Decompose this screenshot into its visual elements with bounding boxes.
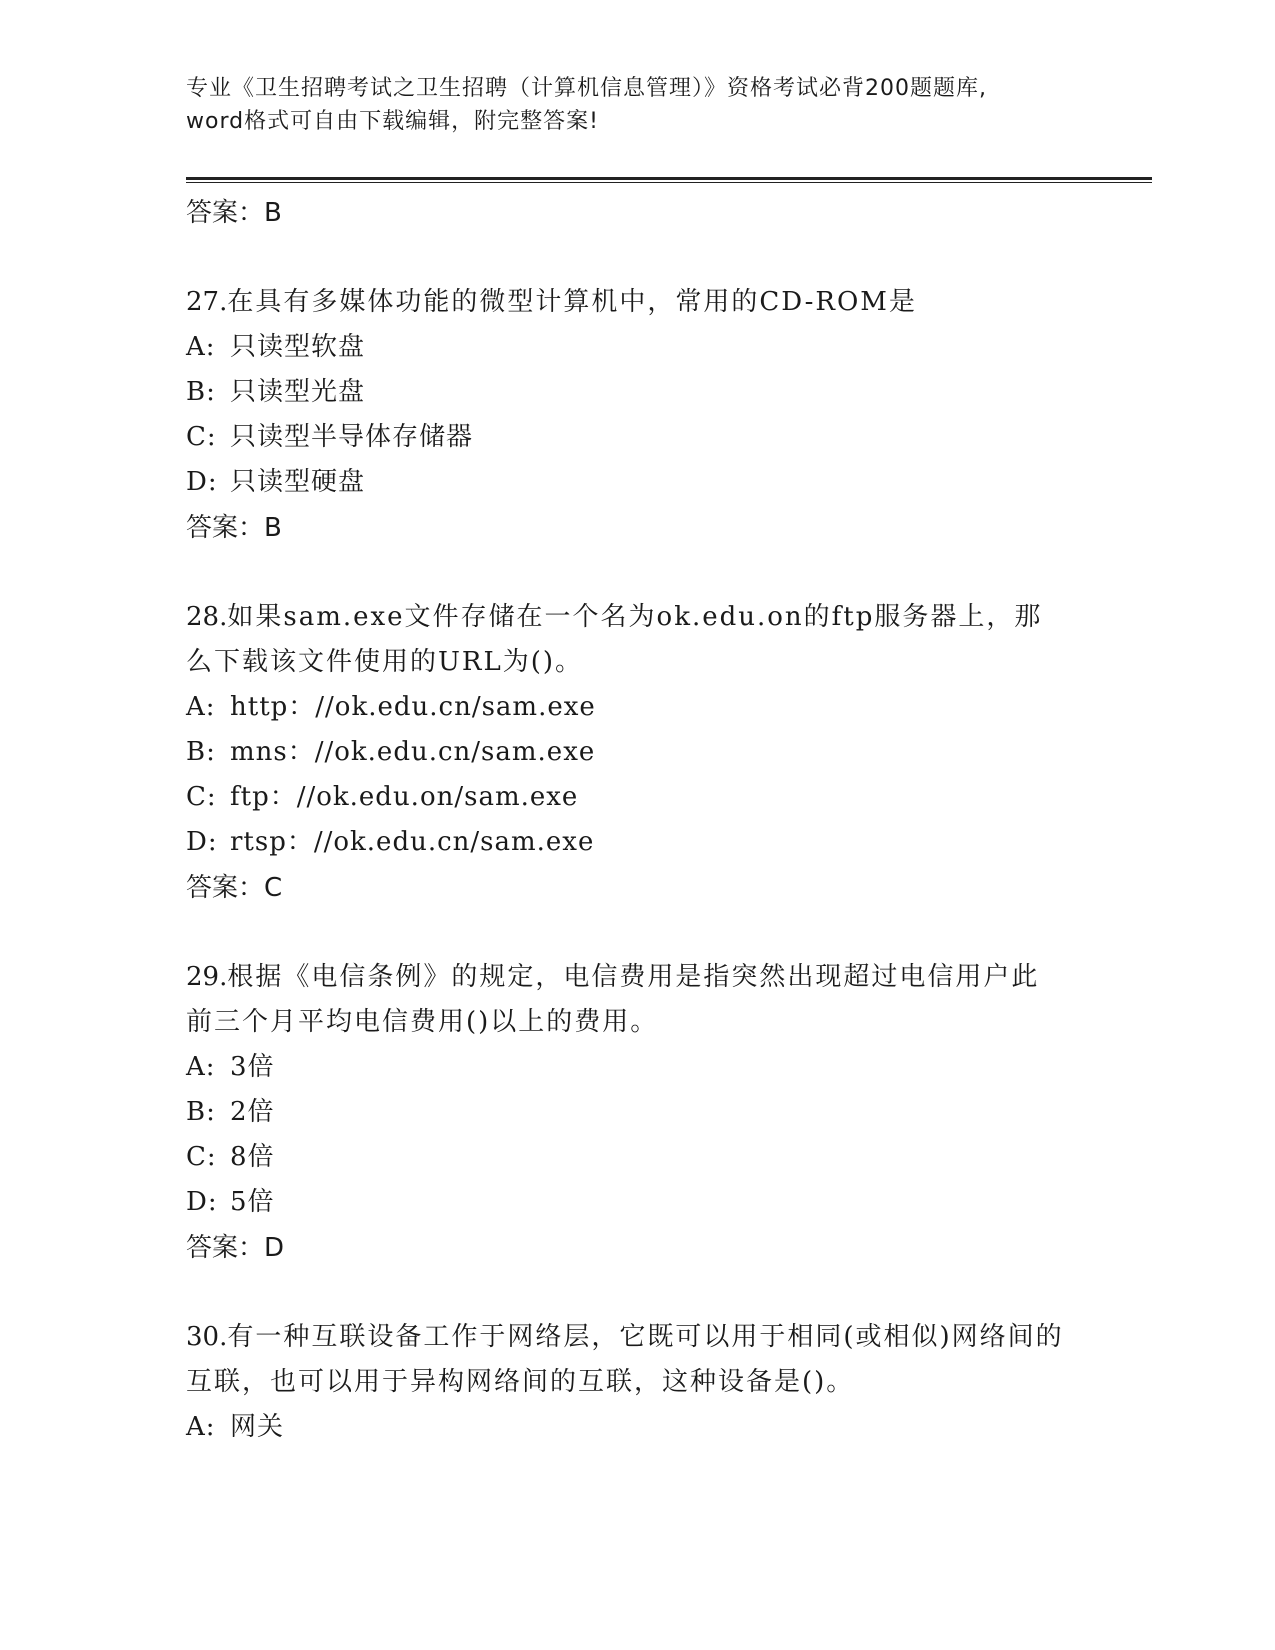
question-number: 30. bbox=[186, 1322, 228, 1352]
question-number: 28. bbox=[186, 602, 228, 632]
question-body: 有一种互联设备工作于网络层，它既可以用于相同(或相似)网络间的互联，也可以用于异构网络间的互联，这种设备是()。 bbox=[186, 1322, 1064, 1397]
answer-line: 答案：B bbox=[186, 198, 282, 228]
option-text: http：//ok.edu.cn/sam.exe bbox=[230, 692, 596, 722]
option-letter: A: bbox=[186, 332, 216, 362]
option-b bbox=[186, 730, 1086, 775]
option-c bbox=[186, 1135, 1086, 1180]
option-text: ftp：//ok.edu.on/sam.exe bbox=[230, 782, 579, 812]
option-a bbox=[186, 325, 1086, 370]
option-letter: A: bbox=[186, 1052, 216, 1082]
option-letter: A: bbox=[186, 1412, 216, 1442]
option-letter: B: bbox=[186, 1097, 216, 1127]
header-divider-thin bbox=[186, 182, 1152, 183]
option-letter: C: bbox=[186, 1142, 217, 1172]
option-d bbox=[186, 1180, 1086, 1225]
option-text: rtsp：//ok.edu.cn/sam.exe bbox=[230, 827, 595, 857]
question-text bbox=[186, 595, 1066, 685]
question-item bbox=[186, 280, 1086, 551]
option-a bbox=[186, 1045, 1086, 1090]
option-text: mns：//ok.edu.cn/sam.exe bbox=[230, 737, 596, 767]
question-item bbox=[186, 1315, 1086, 1450]
question-number: 27. bbox=[186, 287, 228, 317]
question-body: 如果sam.exe文件存储在一个名为ok.edu.on的ftp服务器上，那么下载该文件使用的URL为()。 bbox=[186, 602, 1043, 677]
question-number: 29. bbox=[186, 962, 228, 992]
option-text: 只读型半导体存储器 bbox=[230, 422, 474, 452]
question-item bbox=[186, 595, 1086, 911]
option-letter: D: bbox=[186, 1187, 218, 1217]
question-list bbox=[186, 190, 1086, 1450]
question-item bbox=[186, 955, 1086, 1271]
question-body: 根据《电信条例》的规定，电信费用是指突然出现超过电信用户此前三个月平均电信费用()以上的费用。 bbox=[186, 962, 1040, 1037]
option-text: 只读型硬盘 bbox=[230, 467, 366, 497]
question-text bbox=[186, 1315, 1066, 1405]
option-text: 2倍 bbox=[230, 1097, 275, 1127]
question-body: 在具有多媒体功能的微型计算机中，常用的CD-ROM是 bbox=[227, 287, 917, 317]
option-b bbox=[186, 1090, 1086, 1135]
option-d bbox=[186, 820, 1086, 865]
option-letter: C: bbox=[186, 782, 217, 812]
answer-line: 答案：D bbox=[186, 1233, 285, 1263]
option-letter: B: bbox=[186, 377, 216, 407]
option-text: 8倍 bbox=[230, 1142, 275, 1172]
option-letter: B: bbox=[186, 737, 216, 767]
question-text bbox=[186, 280, 1066, 325]
option-text: 5倍 bbox=[230, 1187, 275, 1217]
option-letter: D: bbox=[186, 827, 218, 857]
option-c bbox=[186, 775, 1086, 820]
option-c bbox=[186, 415, 1086, 460]
option-text: 3倍 bbox=[230, 1052, 275, 1082]
answer-line: 答案：B bbox=[186, 513, 282, 543]
header-title-line-2: word格式可自由下载编辑，附完整答案! bbox=[186, 109, 599, 134]
option-text: 只读型光盘 bbox=[230, 377, 366, 407]
answer-line: 答案：C bbox=[186, 873, 283, 903]
option-a bbox=[186, 1405, 1086, 1450]
option-b bbox=[186, 370, 1086, 415]
header-title-line-1: 专业《卫生招聘考试之卫生招聘（计算机信息管理）》资格考试必背200题题库, bbox=[186, 76, 987, 101]
option-text: 只读型软盘 bbox=[230, 332, 366, 362]
option-letter: A: bbox=[186, 692, 216, 722]
question-text bbox=[186, 955, 1066, 1045]
document-header bbox=[186, 72, 1066, 138]
option-text: 网关 bbox=[230, 1412, 285, 1442]
option-letter: C: bbox=[186, 422, 217, 452]
option-letter: D: bbox=[186, 467, 218, 497]
option-a bbox=[186, 685, 1086, 730]
option-d bbox=[186, 460, 1086, 505]
header-divider-thick bbox=[186, 177, 1152, 180]
